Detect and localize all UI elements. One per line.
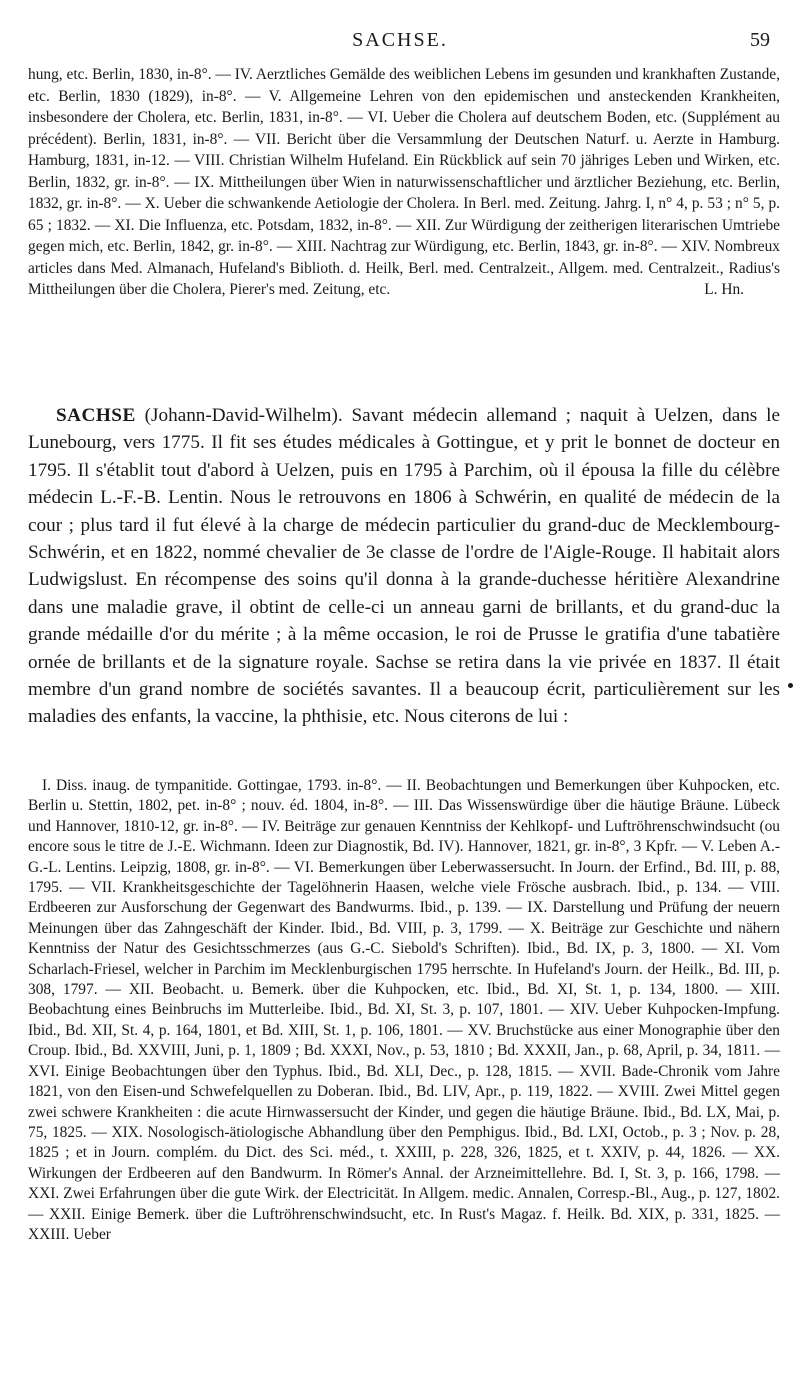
bibliography-body: hung, etc. Berlin, 1830, in-8°. — IV. Aerztliches Gemälde des weiblichen Lebens im gesunden und krankhaften Zustande, etc. Berlin, 1830 (1829), in-8°. — V. Allgemeine Lehren von den epidemischen und ansteckenden Krankheiten, insbesondere der Cholera, etc. Berlin, 1831, in-8°. — VI. Ueber die Cholera auf deutschem Boden, etc. (Supplément au précédent). Berlin, 1831, in-8°. — VII. Bericht über die Versammlung der Deutschen Naturf. u. Aerzte in Hamburg. Hamburg, 1831, in-12. — VIII. Christian Wilhelm Hufeland. Ein Rückblick auf sein 70 jähriges Leben und Wirken, etc. Berlin, 1832, gr. in-8°. — IX. Mittheilungen über Wien in naturwissenschaftlicher und ärztlicher Beziehung, etc. Berlin, 1832, gr. in-8°. — X. Ueber die schwankende Aetiologie der Cholera. In Berl. med. Zeitung. Jahrg. I, n° 4, p. 53 ; n° 5, p. 65 ; 1832. — XI. Die Influenza, etc. Potsdam, 1832, in-8°. — XII. Zur Würdigung der zeitherigen literarischen Umtriebe gegen mich, etc. Berlin, 1842, gr. in-8°. — XIII. Nachtrag zur Würdigung, etc. Berlin, 1843, gr. in-8°. — XIV. Nombreux articles dans Med. Almanach, Hufeland's Biblioth. d. Heilk, Berl. med. Centralzeit., Allgem. med. Centralzeit., Radius's Mittheilungen über die Cholera, Pierer's med. Zeitung, etc. <box>28 66 780 298</box>
page-number: 59 <box>750 29 770 51</box>
works-text: I. Diss. inaug. de tympanitide. Gottingae, 1793. in-8°. — II. Beobachtungen und Bemerkungen über Kuhpocken, etc. Berlin u. Stettin, 1802, pet. in-8° ; nouv. éd. 1804, in-8°. — III. Das Wissenswürdige über die häutige Bräune. Lübeck und Hannover, 1810-12, gr. in-8°. — IV. Beiträge zur genauen Kenntniss der Kehlkopf- und Luftröhrenschwindsucht (ou encore sous le titre de J.-E. Wichmann. Ideen zur Diagnostik, Bd. IV). Hannover, 1821, gr. in-8°, 3 Kpfr. — V. Leben A.-G.-L. Lentins. Leipzig, 1808, gr. in-8°. — VI. Bemerkungen über Leberwassersucht. In Journ. der Erfind., Bd. III, p. 88, 1795. — VII. Krankheitsgeschichte der Tagelöhnerin Haasen, welche viele Frösche ausbrach. Ibid., p. 134. — VIII. Erdbeeren zur Ausforschung der Gegenwart des Bandwurms. Ibid., p. 139. — IX. Darstellung und Prüfung der neuern Meinungen über das Zahngeschäft der Kinder. Ibid., Bd. VIII, p. 3, 1799. — X. Beiträge zur Geschichte und nähern Kenntniss der Natur des Gesichtsschmerzes (aus G.-C. Siebold's Schriften). Ibid., Bd. IX, p. 3, 1800. — XI. Vom Scharlach-Friesel, welcher in Parchim im Mecklenburgischen 1795 herrschte. In Hufeland's Journ. der Heilk., Bd. III, p. 308, 1797. — XII. Beobacht. u. Bemerk. über die Kuhpocken, etc. Ibid., Bd. XI, St. 1, p. 134, 1800. — XIII. Beobachtung eines Beinbruchs im Mutterleibe. Ibid., Bd. XI, St. 3, p. 107, 1801. — XIV. Ueber Kuhpocken-Impfung. Ibid., Bd. XII, St. 4, p. 164, 1801, et Bd. XIII, St. 1, p. 106, 1801. — XV. Bruchstücke aus einer Monographie über den Croup. Ibid., Bd. XXVIII, Juni, p. 1, 1809 ; Bd. XXXI, Nov., p. 53, 1810 ; Bd. XXXII, Jan., p. 68, April, p. 34, 1811. — XVI. Einige Beobachtungen über den Typhus. Ibid., Bd. XLI, Dec., p. 128, 1815. — XVII. Bade-Chronik vom Jahre 1821, von den Eisen-und Schwefelquellen zu Doberan. Ibid., Bd. LIV, Apr., p. 119, 1822. — XVIII. Zwei Mittel gegen zwei schwere Krankheiten : die acute Hirnwassersucht der Kinder, und gegen die häutige Bräune. Ibid., Bd. LX, Mai, p. 75, 1825. — XIX. Nosologisch-ätiologische Abhandlung über den Pemphigus. Ibid., Bd. LXI, Octob., p. 3 ; Nov. p. 28, 1825 ; et in Journ. complém. du Dict. des Sci. méd., t. XXIII, p. 228, 326, 1825, et t. XXIV, p. 44, 1826. — XX. Wirkungen der Erdbeeren auf den Bandwurm. In Römer's Annal. der Arzneimittellehre. Bd. I, St. 3, p. 166, 1798. — XXI. Zwei Erfahrungen über die gute Wirk. der Electricität. In Allgem. medic. Annalen, Corresp.-Bl., Aug., p. 127, 1802. — XXII. Einige Bemerk. über die Luftröhrenschwindsucht, etc. In Rust's Magaz. f. Heilk. Bd. XIX, p. 331, 1825. — XXIII. Ueber <box>28 777 780 1243</box>
entry-paragraph <box>28 402 780 731</box>
running-head <box>0 28 800 52</box>
margin-dot <box>788 683 793 688</box>
bibliography-continued <box>28 64 780 301</box>
author-signature: L. Hn. <box>704 281 744 298</box>
running-title: SACHSE. <box>352 29 448 51</box>
entry-body: Savant médecin allemand ; naquit à Uelzen, dans le Lunebourg, vers 1775. Il fit ses études médicales à Gottingue, et y prit le bonnet de docteur en 1795. Il s'établit tout d'abord à Uelzen, puis en 1795 à Parchim, où il épousa la fille du célèbre médecin L.-F.-B. Lentin. Nous le retrouvons en 1806 à Schwérin, en qualité de médecin de la cour ; plus tard il fut élevé à la charge de médecin particulier du grand-duc de Mecklembourg-Schwérin, et en 1822, nommé chevalier de 3e classe de l'ordre de l'Aigle-Rouge. Il habitait alors Ludwigslust. En récompense des soins qu'il donna à la grande-duchesse héritière Alexandrine dans une maladie grave, il obtint de celle-ci un anneau garni de brillants, et du grand-duc la grande médaille d'or du mérite ; à la même occasion, le roi de Prusse le gratifia d'une tabatière ornée de brillants et de la signature royale. Sachse se retira dans la vie privée en 1837. Il était membre d'un grand nombre de sociétés savantes. Il a beaucoup écrit, particulièrement sur les maladies des enfants, la vaccine, la phthisie, etc. Nous citerons de lui : <box>28 405 780 728</box>
biographical-entry <box>28 402 780 731</box>
entry-headword: SACHSE <box>56 405 136 426</box>
bibliography-text <box>28 64 780 301</box>
entry-forenames: (Johann-David-Wilhelm). <box>144 405 343 426</box>
works-list <box>28 776 780 1245</box>
